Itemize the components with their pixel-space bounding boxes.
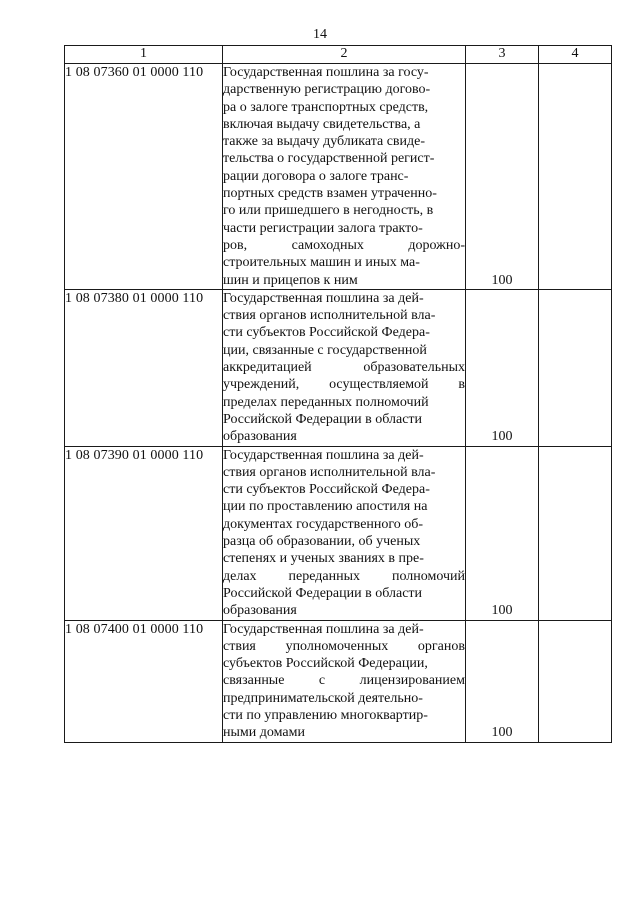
row-col3-value: 100 [466, 620, 539, 742]
description-line: делах переданных полномочий [223, 568, 465, 584]
description-line: степенях и ученых званиях в пре- [223, 551, 424, 567]
row-col3-value: 100 [466, 446, 539, 620]
description-line: субъектов Российской Федерации, [223, 656, 428, 672]
description-line: сти по управлению многоквартир- [223, 707, 428, 723]
description-line: дарственную регистрацию догово- [223, 82, 431, 98]
description-line: ра о залоге транспортных средств, [223, 99, 429, 115]
table-body [65, 64, 612, 743]
description-line: учреждений, осуществляемой в [223, 377, 465, 393]
row-description [223, 64, 466, 290]
description-line: сти субъектов Российской Федера- [223, 482, 430, 498]
description-line: Российской Федерации в области [223, 585, 423, 601]
header-col-3: 3 [466, 46, 539, 64]
row-col4-value [539, 620, 612, 742]
description-line: документах государственного об- [223, 516, 424, 532]
description-line: го или пришедшего в негодность, в [223, 203, 434, 219]
row-col3-value: 100 [466, 64, 539, 290]
row-description [223, 446, 466, 620]
budget-table [64, 45, 612, 743]
description-line: пределах переданных полномочий [223, 394, 429, 410]
description-line: включая выдачу свидетельства, а [223, 116, 421, 132]
description-line: части регистрации залога тракто- [223, 220, 423, 236]
header-row [65, 46, 612, 64]
description-line: тельства о государственной регист- [223, 151, 435, 167]
description-line: рации договора о залоге транс- [223, 168, 409, 184]
description-line: строительных машин и иных ма- [223, 255, 420, 271]
row-description [223, 289, 466, 446]
description-line: Государственная пошлина за госу- [223, 65, 429, 80]
table-row [65, 446, 612, 620]
row-code: 1 08 07380 01 0000 110 [65, 289, 223, 446]
description-line: связанные с лицензированием [223, 673, 465, 689]
description-line: аккредитацией образовательных [223, 360, 465, 376]
header-col-2: 2 [223, 46, 466, 64]
description-line: ными домами [223, 725, 305, 741]
row-code: 1 08 07400 01 0000 110 [65, 620, 223, 742]
description-line: ствия уполномоченных органов [223, 638, 465, 654]
row-code: 1 08 07360 01 0000 110 [65, 64, 223, 290]
description-line: ствия органов исполнительной вла- [223, 464, 436, 480]
description-line: образования [223, 429, 297, 445]
row-col4-value [539, 446, 612, 620]
table-row [65, 289, 612, 446]
table-row [65, 64, 612, 290]
description-line: предпринимательской деятельно- [223, 690, 423, 706]
table-row [65, 620, 612, 742]
description-line: портных средств взамен утраченно- [223, 186, 437, 202]
description-line: Государственная пошлина за дей- [223, 447, 424, 463]
description-line: ции, связанные с государственной [223, 342, 427, 358]
row-description [223, 620, 466, 742]
description-line: ции по проставлению апостиля на [223, 499, 428, 515]
description-line: образования [223, 603, 297, 619]
row-col3-value: 100 [466, 289, 539, 446]
table-header [65, 46, 612, 64]
row-code: 1 08 07390 01 0000 110 [65, 446, 223, 620]
header-col-4: 4 [539, 46, 612, 64]
header-col-1: 1 [65, 46, 223, 64]
row-col4-value [539, 289, 612, 446]
description-line: Российской Федерации в области [223, 411, 423, 427]
row-col4-value [539, 64, 612, 290]
description-line: ров, самоходных дорожно- [223, 237, 465, 253]
description-line: Государственная пошлина за дей- [223, 290, 424, 306]
description-line: разца об образовании, об ученых [223, 534, 421, 550]
description-line: ствия органов исполнительной вла- [223, 308, 436, 324]
description-line: также за выдачу дубликата свиде- [223, 134, 426, 150]
description-line: сти субъектов Российской Федера- [223, 325, 430, 341]
description-line: Государственная пошлина за дей- [223, 621, 424, 637]
page-number: 14 [313, 27, 327, 42]
description-line: шин и прицепов к ним [223, 272, 358, 288]
